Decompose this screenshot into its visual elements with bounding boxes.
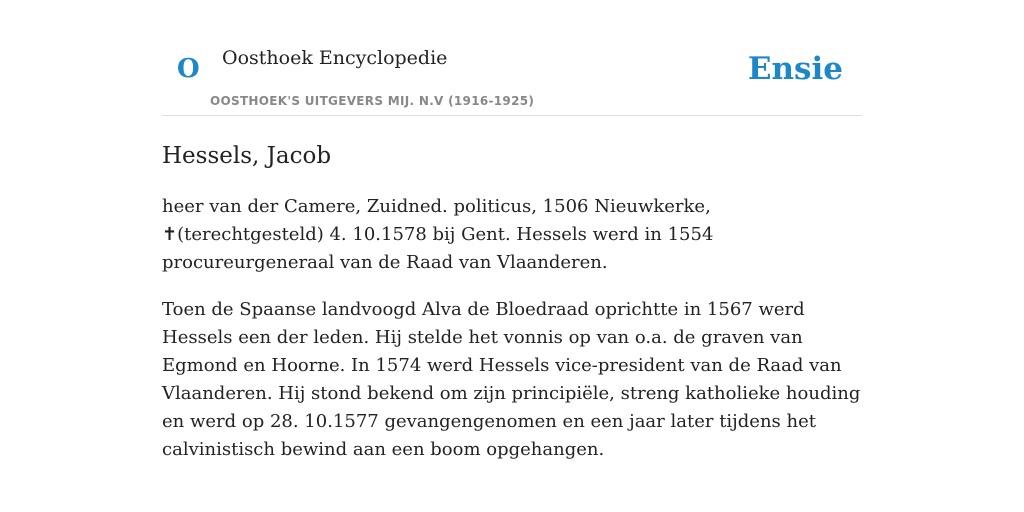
site-header: [162, 0, 862, 116]
entry-title: Hessels, Jacob: [162, 143, 332, 169]
publisher-subtitle: OOSTHOEK'S UITGEVERS MIJ. N.V (1916-1925): [210, 94, 535, 108]
ensie-brand-link[interactable]: Ensie: [747, 51, 843, 87]
entry-paragraph-1: heer van der Camere, Zuidned. politicus, 1506 Nieuwkerke, ✝(terechtgesteld) 4. 10.1578 bij Gent. Hessels werd in 1554 procureurgeneraal van de Raad van Vlaanderen.: [162, 196, 714, 273]
entry-paragraph-2: Toen de Spaanse landvoogd Alva de Bloedraad oprichtte in 1567 werd Hessels een der leden. Hij stelde het vonnis op van o.a. de graven van Egmond en Hoorne. In 1574 werd Hessels vice-president van de Raad van Vlaanderen. Hij stond bekend om zijn principiële, streng katholieke houding en werd op 28. 10.1577 gevangengenomen en een jaar later tijdens het calvinistisch bewind aan een boom opgehangen.: [162, 299, 861, 460]
page-container: [162, 0, 862, 464]
site-title[interactable]: Oosthoek Encyclopedie: [222, 47, 448, 69]
oosthoek-logo-icon[interactable]: O: [177, 54, 200, 84]
